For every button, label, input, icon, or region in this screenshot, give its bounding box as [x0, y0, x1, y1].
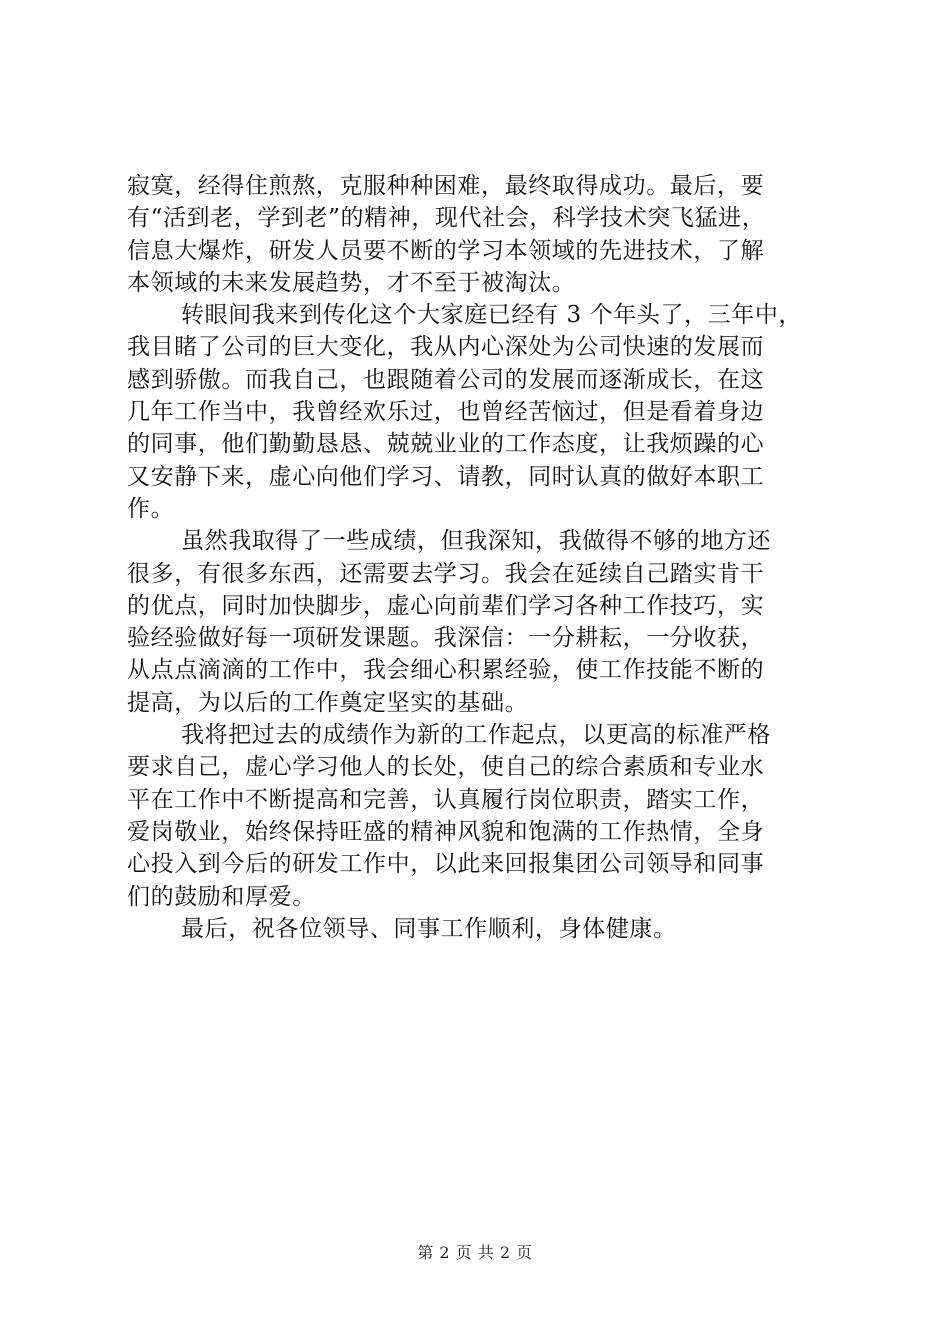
- text-line: 本领域的未来发展趋势，才不至于被淘汰。: [127, 269, 576, 296]
- text-line: 信息大爆炸，研发人员要不断的学习本领域的先进技术，了解: [127, 237, 765, 264]
- text-line: 提高，为以后的工作奠定坚实的基础。: [127, 689, 529, 716]
- text-line: 的同事，他们勤勤恳恳、兢兢业业的工作态度，让我烦躁的心: [127, 431, 765, 458]
- text-line: 很多，有很多东西，还需要去学习。我会在延续自己踏实肯干: [127, 560, 765, 587]
- text-line: 验经验做好每一项研发课题。我深信：一分耕耘，一分收获，: [127, 625, 765, 652]
- text-line: 们的鼓励和厚爱。: [127, 883, 316, 910]
- text-line: 心投入到今后的研发工作中，以此来回报集团公司领导和同事: [127, 851, 765, 878]
- text-line: 平在工作中不断提高和完善，认真履行岗位职责，踏实工作，: [127, 786, 765, 813]
- text-line: 要求自己，虚心学习他人的长处，使自己的综合素质和专业水: [127, 754, 765, 781]
- text-line: 虽然我取得了一些成绩，但我深知，我做得不够的地方还: [181, 528, 771, 555]
- text-line: 感到骄傲。而我自己，也跟随着公司的发展而逐渐成长，在这: [127, 366, 765, 393]
- text-line: 转眼间我来到传化这个大家庭已经有 3 个年头了，三年中，: [181, 302, 803, 329]
- text-line: 我将把过去的成绩作为新的工作起点，以更高的标准严格: [181, 722, 771, 749]
- text-line: 又安静下来，虚心向他们学习、请教，同时认真的做好本职工: [127, 463, 765, 490]
- text-line: 从点点滴滴的工作中，我会细心积累经验，使工作技能不断的: [127, 657, 765, 684]
- text-line: 几年工作当中，我曾经欢乐过，也曾经苦恼过，但是看着身边: [127, 399, 765, 426]
- text-line: 爱岗敬业，始终保持旺盛的精神风貌和饱满的工作热情，全身: [127, 818, 765, 845]
- document-body: [127, 170, 837, 945]
- text-line: 我目睹了公司的巨大变化，我从内心深处为公司快速的发展而: [127, 334, 765, 361]
- text-line: 最后，祝各位领导、同事工作顺利，身体健康。: [181, 915, 677, 942]
- text-line: 有“活到老，学到老”的精神，现代社会，科学技术突飞猛进，: [127, 205, 766, 232]
- text-line: 作。: [127, 495, 175, 522]
- page-footer: 第 2 页 共 2 页: [417, 1243, 533, 1262]
- text-line: 的优点，同时加快脚步，虚心向前辈们学习各种工作技巧，实: [127, 592, 765, 619]
- text-line: 寂寞，经得住煎熬，克服种种困难，最终取得成功。最后，要: [127, 173, 765, 199]
